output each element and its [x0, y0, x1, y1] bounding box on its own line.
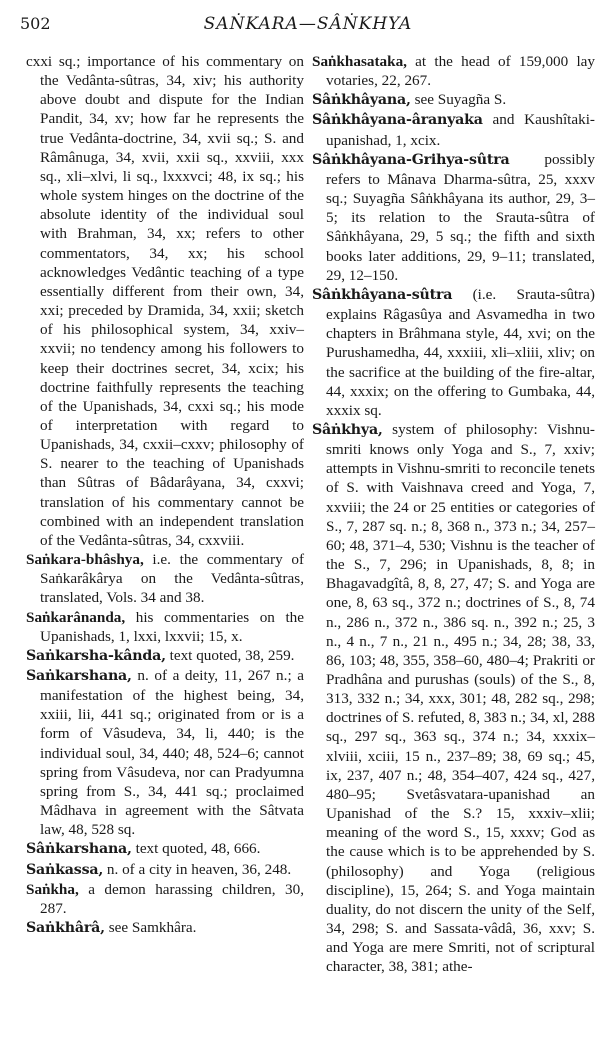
entry-text: cxxi sq.; importance of his commentary on the Vedânta-sûtras, 34, xiv; his authority above doubt and dispute for the Indian Pandit, 34, xv; how far he represents the true Vedânta-doctrine, 34, xvii sq.; S. and Râmânuga, 34, xvii, xxii sq., xxviii, xxx sq., xli–xlvi, li sq., lxxxvci; 48, ix sq.; his whole system hinges on the doctrine of the absolute identity of the individual soul with Brahman, 34, xx; refers to other commentators, 34, xx; his school acknowledges Vedântic teaching of a type essentially different from their own, 34, xxi; preceded by Dramida, 34, xxii; sketch of his philosophical system, 34, xxiv–xxvii; no tendency among his followers to keep their doctrines secret, 34, xcix; his doctrine faithfully represents the teaching of the Upanishads, 34, cxxi sq.; his mode of interpretation with regard to Upanishads, 34, cxxii–cxxv; philosophy of S. nearer to the teaching of Upanishads than Sûtras of Bâdarâyana, 34, cxxvi; translation of his commentary cannot be combined with an independent translation of the Vedânta-sûtras, 34, cxxviii.: [26, 53, 304, 549]
entry-text: a demon harassing children, 30, 287.: [40, 880, 304, 917]
index-entry: [26, 666, 304, 839]
entry-text: possibly refers to Mânava Dharma-sûtra, 25, xxxv sq.; Suyagña Sâṅkhâyana its author, 29, 3–5; its relation to the Srauta-sûtra of Sâṅkhâyana, 29, 5 sq.; the fifth and sixth books later additions, 29, 9–11; translated, 29, 12–150.: [326, 150, 595, 284]
index-entry: [312, 52, 595, 90]
index-entry: [26, 880, 304, 918]
index-entry: [26, 918, 304, 938]
entry-headword: Sâṅkhâyana-sûtra: [312, 286, 453, 303]
index-entry: [26, 52, 304, 550]
index-entry: [26, 608, 304, 646]
right-column: [312, 52, 595, 977]
index-entry: [26, 550, 304, 607]
entry-text: and Kaushîtaki-upanishad, 1, xcix.: [326, 111, 595, 149]
entry-text: his commentaries on the Upanishads, 1, lxxi, lxxvii; 15, x.: [40, 608, 304, 645]
entry-headword: Saṅkarshana,: [26, 668, 132, 684]
entry-text: n. of a city in heaven, 36, 248.: [103, 860, 292, 878]
index-entry: [26, 646, 304, 666]
entry-headword: Sâṅkarshana,: [26, 841, 132, 858]
page-header: [20, 14, 596, 38]
entry-headword: Saṅkara-bhâshya,: [26, 551, 144, 569]
entry-text: text quoted, 48, 666.: [131, 840, 261, 858]
index-entry: [312, 285, 595, 420]
index-entry: [26, 839, 304, 859]
entry-headword: Saṅkha,: [26, 880, 79, 898]
entry-text: n. of a deity, 11, 267 n.; a manifestation of the highest being, 34, xxiii, lii, 441 sq.; originated from or is a form of Vâsudeva, 34, li, 440; is the individual soul, 34, 440; 48, 524–6; cannot spring from Vâsudeva, nor can Pradyumna spring from S., 34, 441 sq.; proclaimed Mâdhava in agreement with the Sâtvata law, 48, 528 sq.: [40, 667, 304, 839]
entry-headword: Sâṅkhâyana-Grihya-sûtra: [312, 151, 510, 168]
entry-text: system of philosophy: Vishnu-smriti knows only Yoga and S., 7, xxiv; attempts in Vishnu-smriti to reconcile tenets of S. with Vaishnava creed and Yoga, 7, xxviii; the 24 or 25 entities or categories of S., 7, 287 sq. n.; 8, 368 n., 373 n.; 34, 257–60; 48, 371–4, 530; Vishnu is the teacher of the S., 7, 296; in Upanishads, 8, 8; in Bhagavadgîtâ, 8, 8, 27, 47; S. and Yoga are one, 8, 63 sq., 372 n.; doctrines of S., 8, 74 n., 286 n., 372 n., 386 sq. n., 392 n.; 25, 3 n., 4 n., 7 n., 21 n., 495 n.; 34, 28; 38, 33, 86, 103; 48, 355, 358–60, 480–4; Prakriti or Pradhâna and purushas (souls) of the S., 8, 313, 332 n.; 34, xxx, 301; 48, 282 sq., 298; doctrines of S. refuted, 8, 383 n.; 34, xl, 288 sq., 297 sq., 363 sq., 374 n.; 34, xxxix–xlviii, xciii, 15 n., 237–89; 38, 69 sq.; 45, ix, 237, 407 n.; 48, 354–407, 424 sq., 427, 480–95; Svetâsvatara-upanishad an Upanishad of the S.? 15, xxxiv–xlii; meaning of the word S., 15, xxxv; God as the cause which is to be apprehended by S. (philosophy) and Yoga (religious discipline), 15, 264; S. and Yoga maintain duality, do not discern the unity of the Self, 34, 298; S. and Sassata-vâdâ, 36, xxv; S. and Yoga are mere Smriti, not of scriptural character, 38, 381; athe-: [326, 420, 595, 976]
index-entry: [312, 420, 595, 977]
index-entry: [312, 110, 595, 149]
running-head: SAṄKARA—SÂṄKHYA: [203, 14, 413, 34]
entry-text: text quoted, 38, 259.: [165, 646, 295, 664]
entry-headword: Saṅkhârâ,: [26, 920, 105, 937]
entry-headword: Sâṅkhâyana,: [312, 92, 411, 109]
entry-headword: Saṅkassa,: [26, 861, 104, 878]
entry-text: see Suyagña S.: [410, 91, 507, 109]
entry-text: (i.e. Srauta-sûtra) explains Râgasûya and Asvamedha in two chapters in Brâhmana style, 44, xvi; on the Purushamedha, 44, xxxiii, xli–xliii, xliv; on the sacrifice at the building of the fire-altar, 44, xxxix; on the offering to Gumbaka, 44, xxxix sq.: [326, 285, 595, 419]
left-column: [26, 52, 304, 938]
index-entry: [312, 150, 595, 285]
entry-headword: Sâṅkhâyana-âranyaka: [312, 112, 483, 129]
entry-headword: Saṅkarsha-kânda,: [26, 647, 166, 664]
entry-headword: Saṅkhasataka,: [312, 53, 407, 70]
entry-text: at the head of 159,000 lay votaries, 22, 267.: [326, 53, 595, 90]
entry-text: i.e. the commentary of Saṅkarâkârya on the Vedânta-sûtras, translated, Vols. 34 and 38.: [40, 551, 304, 607]
index-entry: [312, 90, 595, 110]
entry-text: see Samkhâra.: [104, 919, 197, 937]
page-number: 502: [20, 14, 51, 33]
index-entry: [26, 860, 304, 880]
entry-headword: Sâṅkhya,: [312, 421, 383, 438]
entry-headword: Saṅkarânanda,: [26, 608, 126, 626]
